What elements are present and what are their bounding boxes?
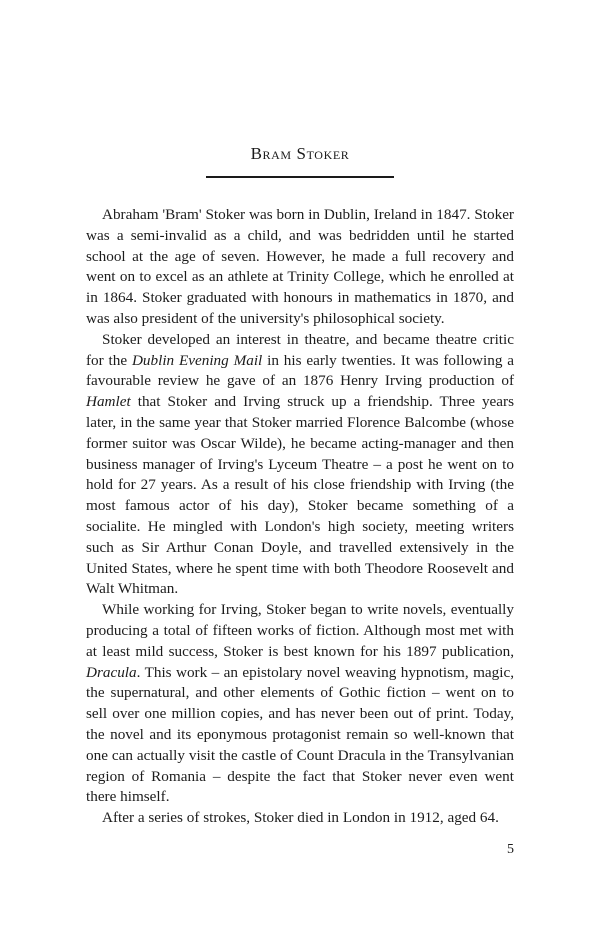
paragraph-death: [86, 808, 514, 829]
paragraph-text: in his early twenties. It was following a favourable review he gave of an 1876 Henry Irving production of: [86, 351, 515, 390]
paragraph-text: Abraham 'Bram' Stoker was born in Dublin, Ireland in 1847. Stoker was a semi-invalid as a child, and was bedridden until he started school at the age of seven. However, he made a full recovery and went on to excel as an athlete at Trinity College, which he enrolled at in 1864. Stoker graduated with honours in mathematics in 1870, and was also president of the university's philosophical society.: [86, 206, 514, 327]
title-underline-rule: [206, 176, 394, 178]
page-number: 5: [507, 842, 514, 857]
paragraph-novels: [86, 600, 514, 808]
paragraph-text: . This work – an epistolary novel weaving hypnotism, magic, the supernatural, and other elements of Gothic fiction – went on to sell over one million copies, and has never been out of print. Today, the novel and its eponymous protagonist remain so well-known that one can actually visit the castle of Count Dracula in the Transylvanian region of Romania – despite the fact that Stoker never even went there himself.: [86, 663, 514, 806]
newspaper-title: Dublin Evening Mail: [131, 351, 263, 369]
chapter-title: Bram Stoker: [250, 144, 350, 163]
novel-title: Dracula: [86, 663, 137, 681]
play-title: Hamlet: [86, 393, 131, 411]
paragraph-text: While working for Irving, Stoker began to write novels, eventually producing a total of fifteen works of fiction. Although most met with at least mild success, Stoker is best known for his 1897 publication,: [86, 601, 514, 660]
body-text: [86, 205, 514, 829]
paragraph-theatre-career: [86, 330, 514, 600]
paragraph-text: After a series of strokes, Stoker died in London in 1912, aged 64.: [102, 809, 499, 827]
paragraph-early-life: [86, 205, 514, 330]
paragraph-text: Stoker developed an interest in theatre, and became theatre critic for the: [86, 330, 514, 369]
paragraph-text: that Stoker and Irving struck up a friendship. Three years later, in the same year that Stoker married Florence Balcombe (whose former suitor was Oscar Wilde), he became acting-manager and then business manager of Irving's Lyceum Theatre – a post he went on to hold for 27 years. As a result of his close friendship with Irving (the most famous actor of his day), Stoker became something of a socialite. He mingled with London's high society, meeting writers such as Sir Arthur Conan Doyle, and travelled extensively in the United States, where he spent time with both Theodore Roosevelt and Walt Whitman.: [86, 393, 514, 598]
